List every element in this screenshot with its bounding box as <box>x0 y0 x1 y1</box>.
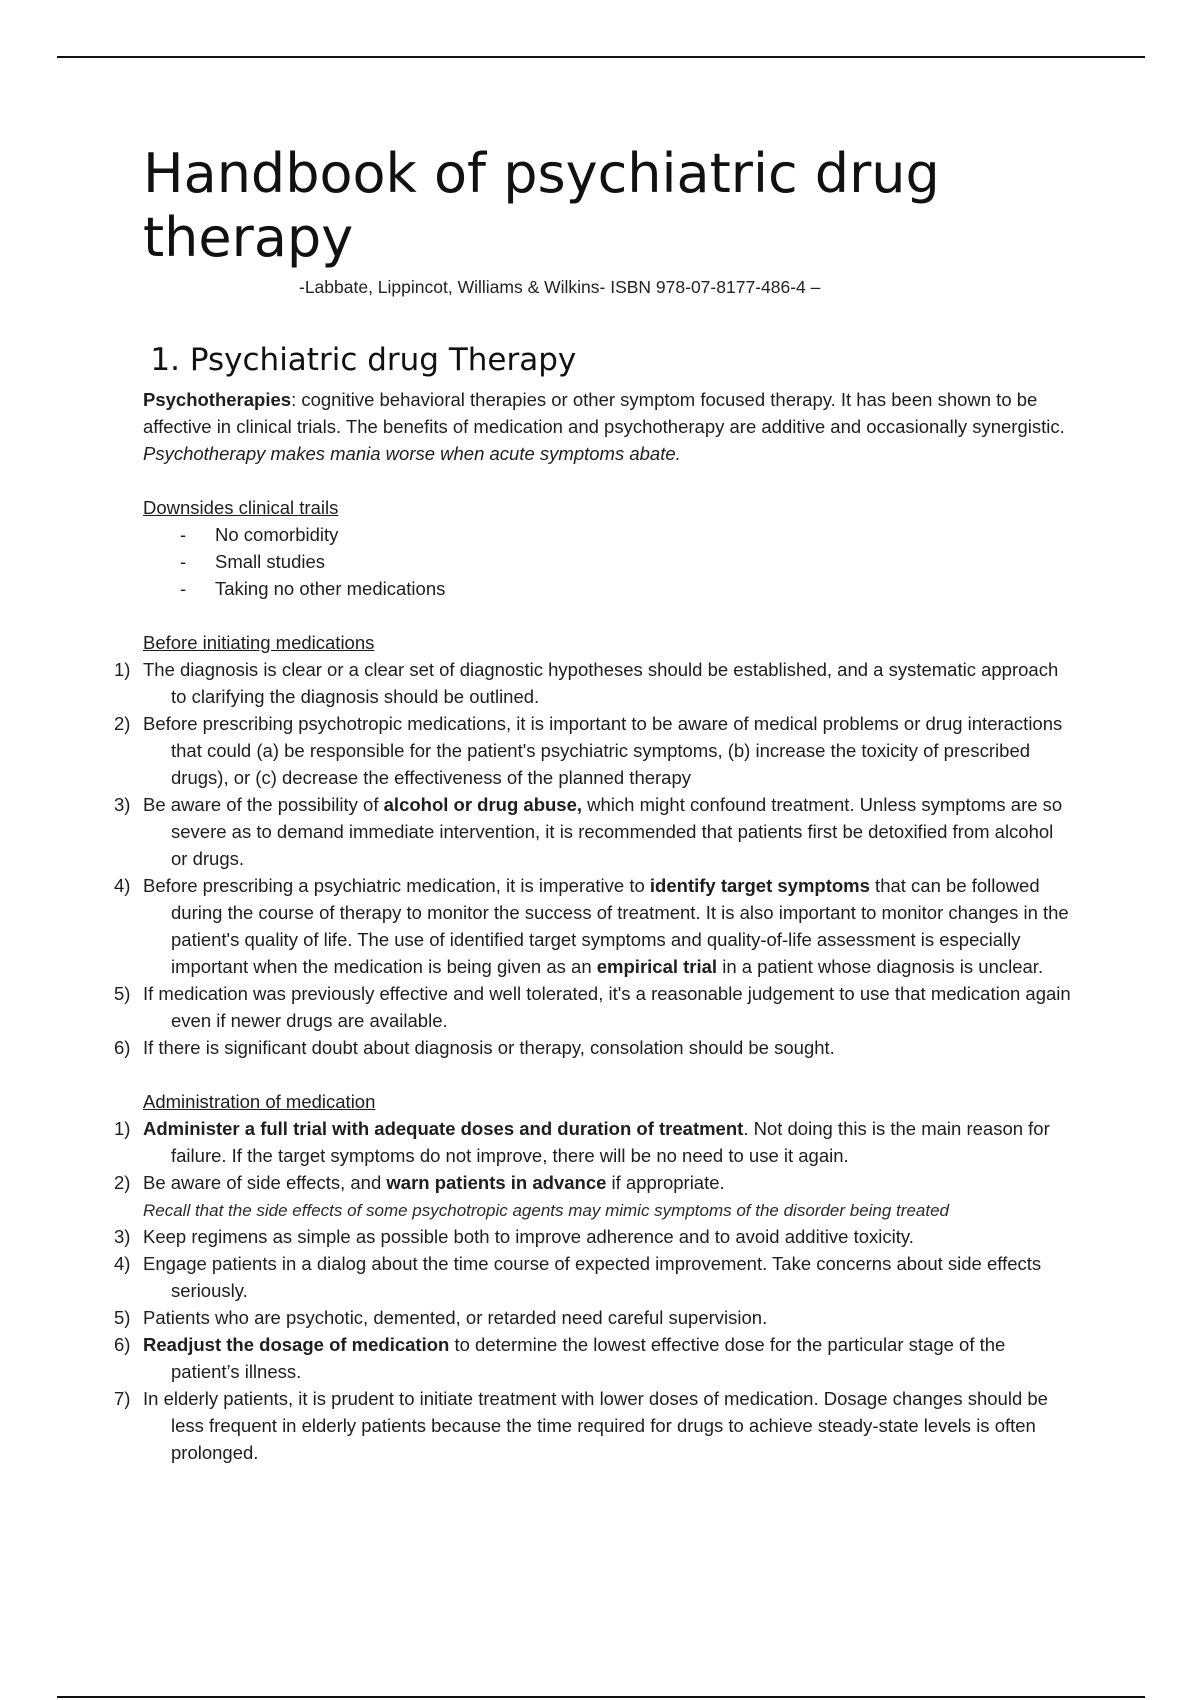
numbered-item <box>114 1223 1073 1250</box>
list-note <box>143 1196 1073 1223</box>
note-text: Recall that the side effects of some psychotropic agents may mimic symptoms of the disorder being treated <box>143 1201 949 1220</box>
numbered-item <box>114 1169 1073 1196</box>
item-text <box>143 659 1058 707</box>
item-text <box>143 794 1062 869</box>
item-text <box>143 983 1071 1031</box>
numbered-item <box>114 1331 1073 1385</box>
item-text <box>143 1226 914 1247</box>
bottom-rule <box>57 1696 1145 1698</box>
text-run: to determine the lowest effective dose for the particular stage of the patient’s illness. <box>171 1334 1006 1382</box>
downsides-heading: Downsides clinical trails <box>143 497 339 518</box>
dash-bullet: - <box>180 578 187 599</box>
item-number: 2) <box>114 713 131 734</box>
text-run: If there is significant doubt about diagnosis or therapy, consolation should be sought. <box>143 1037 835 1058</box>
item-text <box>143 1334 1005 1382</box>
item-text <box>143 1307 767 1328</box>
bold-text: Readjust the dosage of medication <box>143 1334 450 1355</box>
section-heading <box>143 341 1073 379</box>
numbered-item <box>114 791 1073 872</box>
item-number: 4) <box>114 875 131 896</box>
section-title: Psychiatric drug Therapy <box>189 342 577 378</box>
text-run: . Not doing this is the main reason for failure. If the target symptoms do not improve, there will be no need to use it again. <box>171 1118 1050 1166</box>
bold-text: identify target symptoms <box>649 875 870 896</box>
downsides-list <box>143 521 1073 602</box>
text-run: In elderly patients, it is prudent to initiate treatment with lower doses of medication. Dosage changes should be less frequent in elderly patients because the time required for drugs to achieve steady-state levels is often prolonged. <box>143 1388 1048 1463</box>
list-item-text: Small studies <box>215 551 326 572</box>
item-text <box>143 1037 835 1058</box>
text-run: in a patient whose diagnosis is unclear. <box>717 956 1044 977</box>
numbered-item <box>114 872 1073 980</box>
numbered-item <box>114 1304 1073 1331</box>
administration-list <box>114 1115 1073 1466</box>
item-number: 1) <box>114 1118 131 1139</box>
intro-lead: Psychotherapies <box>143 389 292 410</box>
bold-text: alcohol or drug abuse, <box>383 794 583 815</box>
item-number: 5) <box>114 1307 131 1328</box>
item-number: 1) <box>114 659 131 680</box>
before-initiating-heading: Before initiating medications <box>143 632 375 653</box>
numbered-item <box>114 1385 1073 1466</box>
item-number: 6) <box>114 1037 131 1058</box>
item-text <box>143 1253 1041 1301</box>
bold-text: empirical trial <box>596 956 718 977</box>
document-title: Handbook of psychiatric drug therapy <box>143 142 940 269</box>
item-number: 5) <box>114 983 131 1004</box>
numbered-item <box>114 980 1073 1034</box>
before-initiating-list <box>114 656 1073 1061</box>
item-number: 6) <box>114 1334 131 1355</box>
item-text <box>143 713 1062 788</box>
dash-bullet: - <box>180 551 187 572</box>
text-run: Before prescribing a psychiatric medication, it is imperative to <box>143 875 650 896</box>
text-run: Before prescribing psychotropic medications, it is important to be aware of medical problems or drug interactions that could (a) be responsible for the patient's psychiatric symptoms, (b) increase the toxicity of prescribed drugs), or (c) decrease the effectiveness of the planned therapy <box>143 713 1063 788</box>
item-text <box>143 1172 725 1193</box>
item-number: 4) <box>114 1253 131 1274</box>
numbered-item <box>114 656 1073 710</box>
numbered-item <box>114 1250 1073 1304</box>
item-text <box>143 1388 1048 1463</box>
item-text <box>143 1118 1050 1166</box>
numbered-item <box>114 710 1073 791</box>
item-number: 3) <box>114 1226 131 1247</box>
text-run: Be aware of side effects, and <box>143 1172 387 1193</box>
list-item <box>143 548 1073 575</box>
text-run: which might confound treatment. Unless symptoms are so severe as to demand immediate intervention, it is recommended that patients first be detoxified from alcohol or drugs. <box>171 794 1063 869</box>
text-run: that can be followed during the course of therapy to monitor the success of treatment. It is also important to monitor changes in the patient's quality of life. The use of identified target symptoms and quality-of-life assessment is especially important when the medication is being given as an <box>171 875 1069 977</box>
section-number: 1. <box>150 342 180 378</box>
item-text <box>143 875 1069 977</box>
bold-text: Administer a full trial with adequate doses and duration of treatment <box>143 1118 744 1139</box>
administration-heading: Administration of medication <box>143 1091 376 1112</box>
item-number: 3) <box>114 794 131 815</box>
item-number: 2) <box>114 1172 131 1193</box>
numbered-item <box>114 1034 1073 1061</box>
text-run: if appropriate. <box>606 1172 725 1193</box>
bold-text: warn patients in advance <box>386 1172 607 1193</box>
document-subtitle: -Labbate, Lippincot, Williams & Wilkins- ISBN 978-07-8177-486-4 – <box>299 277 821 297</box>
list-item-text: No comorbidity <box>215 524 339 545</box>
dash-bullet: - <box>180 524 187 545</box>
item-number: 7) <box>114 1388 131 1409</box>
list-item <box>143 521 1073 548</box>
page-content <box>114 142 1073 1466</box>
text-run: Keep regimens as simple as possible both to improve adherence and to avoid additive toxicity. <box>143 1226 914 1247</box>
intro-text: : cognitive behavioral therapies or other symptom focused therapy. It has been shown to be affective in clinical trials. The benefits of medication and psychotherapy are additive and occasionally synergistic. <box>143 389 1065 437</box>
top-rule <box>57 56 1145 58</box>
text-run: If medication was previously effective and well tolerated, it's a reasonable judgement to use that medication again even if newer drugs are available. <box>143 983 1071 1031</box>
text-run: The diagnosis is clear or a clear set of diagnostic hypotheses should be established, and a systematic approach to clarifying the diagnosis should be outlined. <box>143 659 1059 707</box>
text-run: Engage patients in a dialog about the time course of expected improvement. Take concerns about side effects seriously. <box>143 1253 1042 1301</box>
list-item-text: Taking no other medications <box>215 578 446 599</box>
list-item <box>143 575 1073 602</box>
intro-paragraph <box>143 386 1073 440</box>
text-run: Be aware of the possibility of <box>143 794 384 815</box>
text-run: Patients who are psychotic, demented, or retarded need careful supervision. <box>143 1307 768 1328</box>
numbered-item <box>114 1115 1073 1169</box>
intro-italic-note: Psychotherapy makes mania worse when acute symptoms abate. <box>143 443 681 464</box>
